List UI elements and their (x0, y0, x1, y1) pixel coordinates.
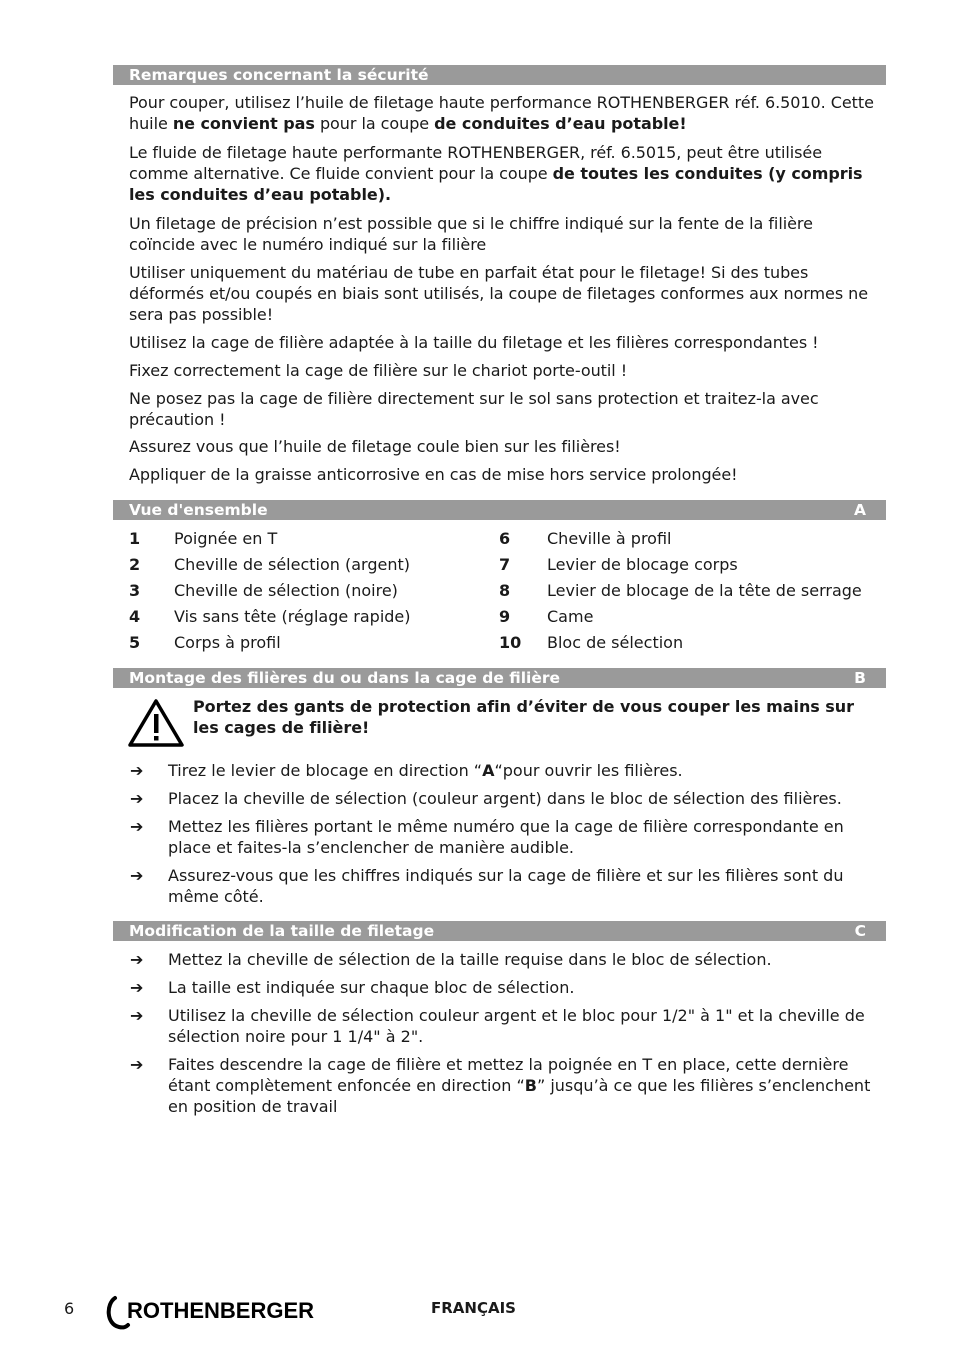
item-number: 2 (129, 555, 141, 574)
section-title: Remarques concernant la sécurité (129, 66, 429, 84)
change-step-4: Faites descendre la cage de filière et mettez la poignée en T en place, cette dernière étant complètement enfoncée en direction “B” jusqu’à ce que les filières s’enclenchent en position de travail (168, 1055, 871, 1116)
section-header-overview (113, 500, 886, 520)
warning-text: Portez des gants de protection afin d’éviter de vous couper les mains sur les cages de filière! (193, 697, 854, 737)
section-title: Modification de la taille de filetage (129, 922, 435, 940)
change-step-3: Utilisez la cheville de sélection couleur argent et le bloc pour 1/2" à 1" et la cheville de sélection noire pour 1 1/4" à 2". (168, 1006, 865, 1046)
section-title: Vue d'ensemble (129, 501, 268, 519)
section-header-thread-size (113, 921, 886, 941)
safety-paragraph-1: Pour couper, utilisez l’huile de filetage haute performance ROTHENBERGER réf. 6.5010. Cette huile ne convient pas pour la coupe de conduites d’eau potable! (129, 93, 874, 133)
safety-paragraph-8: Assurez vous que l’huile de filetage coule bien sur les filières! (129, 437, 621, 456)
safety-paragraph-5: Utilisez la cage de filière adaptée à la taille du filetage et les filières correspondantes ! (129, 333, 819, 352)
arrow-right-icon: ➔ (130, 1006, 144, 1025)
arrow-right-icon: ➔ (130, 866, 144, 885)
arrow-right-icon: ➔ (130, 761, 144, 780)
item-label: Cheville de sélection (argent) (174, 555, 410, 574)
svg-text:ROTHENBERGER: ROTHENBERGER (127, 1298, 315, 1323)
section-header-safety (113, 65, 886, 85)
item-label: Cheville à profil (547, 529, 672, 548)
mounting-step-1: Tirez le levier de blocage en direction “A“pour ouvrir les filières. (168, 761, 683, 780)
item-number: 5 (129, 633, 141, 652)
section-title: Montage des filières du ou dans la cage de filière (129, 669, 561, 687)
section-letter: A (854, 501, 866, 519)
item-label: Bloc de sélection (547, 633, 684, 652)
rothenberger-logo (105, 1294, 345, 1332)
change-step-2: La taille est indiquée sur chaque bloc de sélection. (168, 978, 575, 997)
arrow-right-icon: ➔ (130, 978, 144, 997)
item-number: 3 (129, 581, 141, 600)
item-label: Cheville de sélection (noire) (174, 581, 398, 600)
safety-paragraph-9: Appliquer de la graisse anticorrosive en cas de mise hors service prolongée! (129, 465, 738, 484)
item-label: Corps à profil (174, 633, 281, 652)
safety-paragraph-2: Le fluide de filetage haute performante ROTHENBERGER, réf. 6.5015, peut être utilisée comme alternative. Ce fluide convient pour la coupe de toutes les conduites (y compris les conduites d’eau potable). (129, 143, 863, 204)
safety-paragraph-4: Utiliser uniquement du matériau de tube en parfait état pour le filetage! Si des tubes déformés et/ou coupés en biais sont utilisés, la coupe de filetages conformes aux normes ne sera pas possible! (129, 263, 869, 324)
item-label: Levier de blocage corps (547, 555, 738, 574)
section-header-mounting (113, 668, 886, 688)
change-step-1: Mettez la cheville de sélection de la taille requise dans le bloc de sélection. (168, 950, 772, 969)
safety-paragraph-6: Fixez correctement la cage de filière sur le chariot porte-outil ! (129, 361, 628, 380)
arrow-right-icon: ➔ (130, 1055, 144, 1074)
item-label: Vis sans tête (réglage rapide) (174, 607, 411, 626)
section-letter: B (854, 669, 866, 687)
item-number: 9 (499, 607, 511, 626)
item-number: 4 (129, 607, 141, 626)
mounting-step-3: Mettez les filières portant le même numéro que la cage de filière correspondante en place et faites-la s’enclencher de manière audible. (168, 817, 844, 857)
arrow-right-icon: ➔ (130, 789, 144, 808)
safety-paragraph-7: Ne posez pas la cage de filière directement sur le sol sans protection et traitez-la avec précaution ! (129, 389, 819, 429)
mounting-step-2: Placez la cheville de sélection (couleur argent) dans le bloc de sélection des filières. (168, 789, 842, 808)
item-number: 10 (499, 633, 522, 652)
arrow-right-icon: ➔ (130, 817, 144, 836)
item-label: Came (547, 607, 594, 626)
item-number: 8 (499, 581, 511, 600)
page-number: 6 (64, 1299, 75, 1318)
mounting-step-4: Assurez-vous que les chiffres indiqués sur la cage de filière et sur les filières sont du même côté. (168, 866, 844, 906)
language-label: FRANÇAIS (431, 1299, 516, 1317)
section-letter: C (854, 922, 866, 940)
item-label: Poignée en T (174, 529, 278, 548)
item-label: Levier de blocage de la tête de serrage (547, 581, 862, 600)
safety-paragraph-3: Un filetage de précision n’est possible que si le chiffre indiqué sur la fente de la filière coïncide avec le numéro indiqué sur la filière (129, 214, 813, 254)
item-number: 1 (129, 529, 141, 548)
item-number: 7 (499, 555, 511, 574)
arrow-right-icon: ➔ (130, 950, 144, 969)
warning-triangle-icon (127, 698, 185, 748)
item-number: 6 (499, 529, 511, 548)
